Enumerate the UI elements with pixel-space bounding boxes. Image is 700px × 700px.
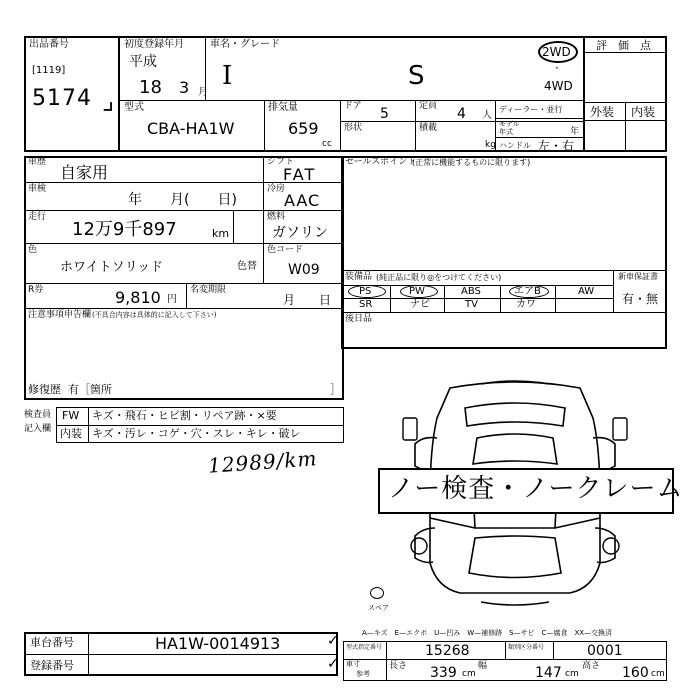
first-registration-label: 初度登録年月 [124, 39, 184, 50]
warranty-value: 有・無 [622, 292, 659, 306]
type-designation-label: 型式指定番号 [346, 644, 383, 651]
warranty-label: 新車保証書 [618, 272, 658, 281]
category-label: 類別区分番号 [508, 644, 545, 651]
capacity-value: 4 [457, 106, 466, 122]
shape-label: 形状 [344, 123, 363, 133]
sales-points-hint: (正常に機能するものに限ります) [412, 158, 531, 167]
usage-label: 車歴 [28, 157, 47, 167]
equipment-label: 装備品 [345, 272, 373, 282]
displacement-unit: cc [322, 139, 332, 149]
color-code-value: W09 [288, 262, 320, 278]
mileage-label: 走行 [28, 212, 47, 222]
equipment-navi: ナビ [410, 299, 430, 310]
registration-check: ✓ [327, 656, 339, 672]
capacity-unit: 人 [482, 110, 492, 121]
load-label: 積載 [419, 123, 438, 133]
interior-label: 内装 [631, 105, 656, 119]
damage-legend: A—キズ E—エクボ U—凹み W—補修跡 S—サビ C—腐食 XX—交換済 [362, 629, 613, 637]
grade: S [408, 61, 425, 91]
registration-year: 18 [139, 77, 162, 98]
usage-value: 自家用 [60, 163, 109, 182]
model-grade-label: 車名・グレード [210, 39, 280, 50]
drive-4wd: 4WD [544, 79, 573, 93]
type-value: CBA-HA1W [147, 119, 235, 138]
name-change-value: 月 日 [283, 293, 332, 307]
chassis-label: 車台番号 [30, 636, 74, 649]
width-unit: cm [565, 669, 579, 679]
lot-number-small: [1119] [32, 65, 66, 76]
load-unit: kg [485, 140, 496, 150]
equipment-ps: PS [359, 286, 372, 297]
notes-hint: (不具合内容は具体的に記入して下さい) [92, 311, 217, 319]
lot-number: 5174 [32, 86, 92, 111]
type-designation-value: 15268 [425, 643, 470, 659]
stamp-text: ノー検査・ノークレーム [388, 474, 684, 504]
chassis-check: ✓ [327, 633, 339, 649]
spare-tire-icon [370, 587, 384, 599]
dims-label: 車寸 [346, 660, 360, 668]
handwritten-mileage: 12989/km [207, 446, 319, 478]
repair-label: 修復歴 [28, 383, 61, 396]
color-code-label: 色コード [267, 245, 304, 255]
model-name: I [222, 61, 233, 91]
shift-label: シフト [267, 157, 295, 167]
displacement-value: 659 [288, 119, 319, 138]
color-label: 色 [28, 245, 38, 255]
category-value: 0001 [587, 643, 623, 659]
notes-label: 注意事項申告欄 [28, 310, 92, 320]
inspector-interior-text: キズ・汚レ・コゲ・穴・スレ・キレ・破レ [92, 427, 301, 440]
inspector-label-bottom: 記入欄 [24, 424, 52, 434]
month-unit: 月 [198, 87, 208, 98]
door-value: 5 [380, 106, 389, 122]
displacement-label: 排気量 [268, 102, 298, 113]
color-change-label: 色替 [237, 261, 257, 272]
equipment-tv: TV [465, 299, 478, 310]
inspection-value: 年 月( 日) [128, 192, 237, 208]
height-unit: cm [651, 669, 665, 679]
recycle-label: R券 [28, 285, 44, 295]
name-change-label: 名変期限 [190, 285, 227, 295]
registration-month: 3 [179, 78, 190, 97]
exterior-label: 外装 [590, 105, 615, 119]
inspection-label: 車検 [28, 184, 47, 194]
spare-label: スペア [368, 604, 389, 612]
equipment-aw: AW [578, 286, 595, 297]
mileage-value: 12万9千897 [72, 219, 177, 240]
recycle-unit: 円 [167, 294, 177, 305]
length-label: 長さ [389, 661, 408, 671]
ac-value: AAC [284, 191, 321, 210]
sales-points-label: セールスポイント [345, 157, 417, 167]
equipment-airbag: エアB [514, 286, 541, 297]
dealer-label: ディーラー・並行 [499, 105, 563, 114]
height-label: 高さ [582, 661, 601, 671]
registration-label: 登録番号 [30, 659, 74, 672]
aftermarket-label: 後日品 [345, 314, 373, 324]
ac-label: 冷房 [267, 184, 286, 194]
width-label: 幅 [478, 661, 488, 671]
color-value: ホワイトソリッド [60, 260, 164, 275]
score-label: 評 価 点 [596, 39, 651, 52]
chassis-number: HA1W-0014913 [155, 634, 281, 653]
repair-value: 有［箇所 [68, 383, 112, 396]
fuel-label: 燃料 [267, 212, 286, 222]
shift-value: FAT [283, 165, 317, 184]
equipment-hint: (純正品に限り◎をつけてください) [376, 273, 502, 282]
type-label: 型式 [124, 102, 144, 113]
handle-label: ハンドル [499, 141, 531, 150]
model-year-unit: 年 [570, 127, 580, 137]
dims-sub: 参考 [356, 670, 370, 678]
equipment-abs: ABS [461, 286, 481, 297]
sales-frame [341, 156, 667, 349]
inspector-fw-tag: FW [62, 409, 80, 422]
recycle-value: 9,810 [115, 288, 161, 307]
model-year-label: モデル年式 [499, 120, 520, 136]
door-label: ドア [344, 101, 362, 111]
equipment-pw: PW [409, 286, 425, 297]
capacity-label: 定員 [419, 101, 438, 111]
length-value: 339 [430, 665, 457, 681]
mileage-unit: km [212, 227, 230, 240]
height-value: 160 [622, 665, 649, 681]
width-value: 147 [535, 665, 562, 681]
inspector-fw-text: キズ・飛石・ヒビ割・リペア跡・×要 [92, 409, 277, 422]
handle-value: 左・右 [538, 139, 575, 153]
equipment-leather: カワ [516, 299, 536, 310]
repair-close: ］ [330, 383, 341, 396]
inspector-label-top: 検査員 [24, 410, 52, 420]
fuel-value: ガソリン [272, 225, 328, 241]
drive-2wd: 2WD [542, 45, 571, 59]
lot-number-label: 出品番号 [29, 39, 69, 50]
era: 平成 [129, 54, 157, 70]
length-unit: cm [462, 669, 476, 679]
equipment-sr: SR [359, 299, 373, 310]
inspector-interior-tag: 内装 [60, 427, 82, 440]
